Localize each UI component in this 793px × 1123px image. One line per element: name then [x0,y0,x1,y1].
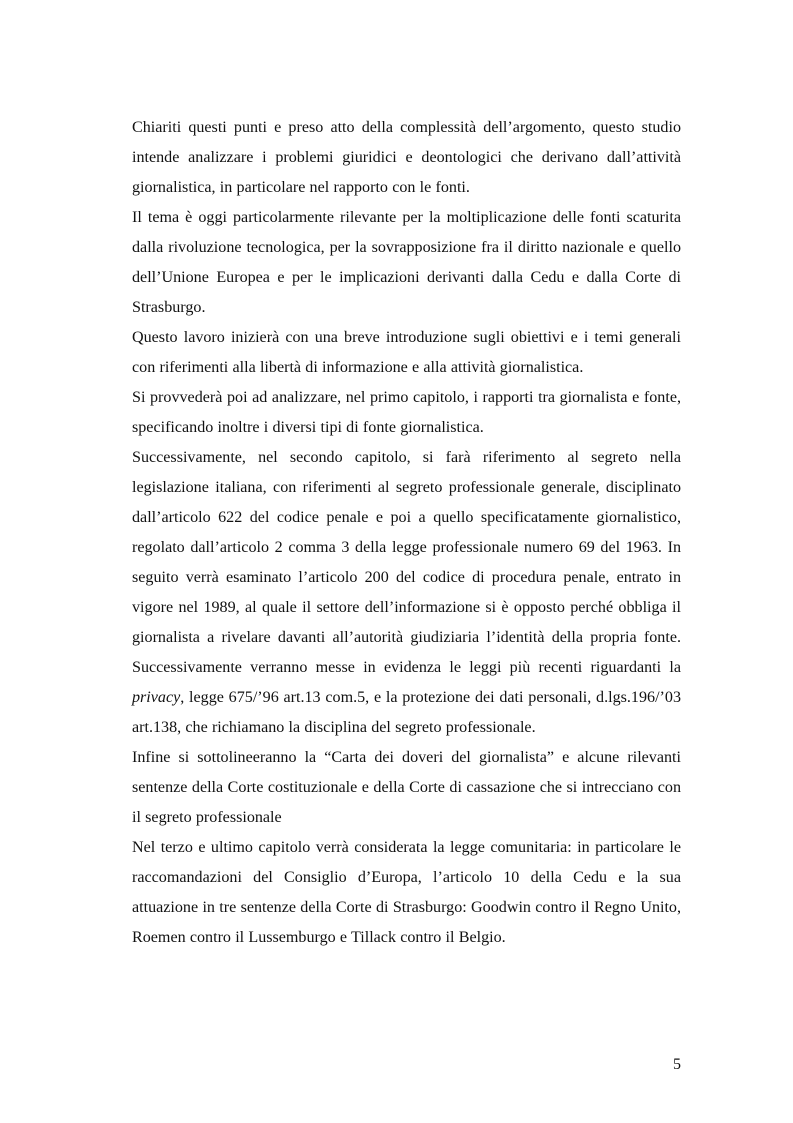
paragraph-relevance: Il tema è oggi particolarmente rilevante per la moltiplicazione delle fonti scaturita dalla rivoluzione tecnologica, per la sovrapposizione fra il diritto nazionale e quello dell’Unione Europea e per le implicazioni derivanti dalla Cedu e dalla Corte di Strasburgo. [132,209,681,316]
chapter-two-text-end: , legge 675/’96 art.13 com.5, e la protezione dei dati personali, d.lgs.196/’03 art.138, che richiamano la disciplina del segreto professionale. [132,689,681,736]
paragraph-chapter-two [132,443,681,743]
paragraph-introduction-plan: Questo lavoro inizierà con una breve introduzione sugli obiettivi e i temi generali con riferimenti alla libertà di informazione e alla attività giornalistica. [132,329,681,376]
chapter-two-text-start: Successivamente, nel secondo capitolo, si farà riferimento al segreto nella legislazione italiana, con riferimenti al segreto professionale generale, disciplinato dall’articolo 622 del codice penale e poi a quello specificatamente giornalistico, regolato dall’articolo 2 comma 3 della legge professionale numero 69 del 1963. In seguito verrà esaminato l’articolo 200 del codice di procedura penale, entrato in vigore nel 1989, al quale il settore dell’informazione si è opposto perché obbliga il giornalista a rivelare davanti all’autorità giudiziaria l’identità della propria fonte. Successivamente verranno messe in evidenza le leggi più recenti riguardanti la [132,449,681,676]
paragraph-chapter-one: Si provvederà poi ad analizzare, nel primo capitolo, i rapporti tra giornalista e fonte, specificando inoltre i diversi tipi di fonte giornalistica. [132,389,681,436]
paragraph-intro: Chiariti questi punti e preso atto della complessità dell’argomento, questo studio intende analizzare i problemi giuridici e deontologici che derivano dall’attività giornalistica, in particolare nel rapporto con le fonti. [132,119,681,196]
privacy-emphasis: privacy [132,689,181,706]
paragraph-duties-charter: Infine si sottolineeranno la “Carta dei doveri del giornalista” e alcune rilevanti sentenze della Corte costituzionale e della Corte di cassazione che si intrecciano con il segreto professionale [132,749,681,826]
page-number: 5 [673,1056,681,1073]
document-body [132,113,681,953]
paragraph-chapter-three: Nel terzo e ultimo capitolo verrà considerata la legge comunitaria: in particolare le raccomandazioni del Consiglio d’Europa, l’articolo 10 della Cedu e la sua attuazione in tre sentenze della Corte di Strasburgo: Goodwin contro il Regno Unito, Roemen contro il Lussemburgo e Tillack contro il Belgio. [132,839,681,946]
